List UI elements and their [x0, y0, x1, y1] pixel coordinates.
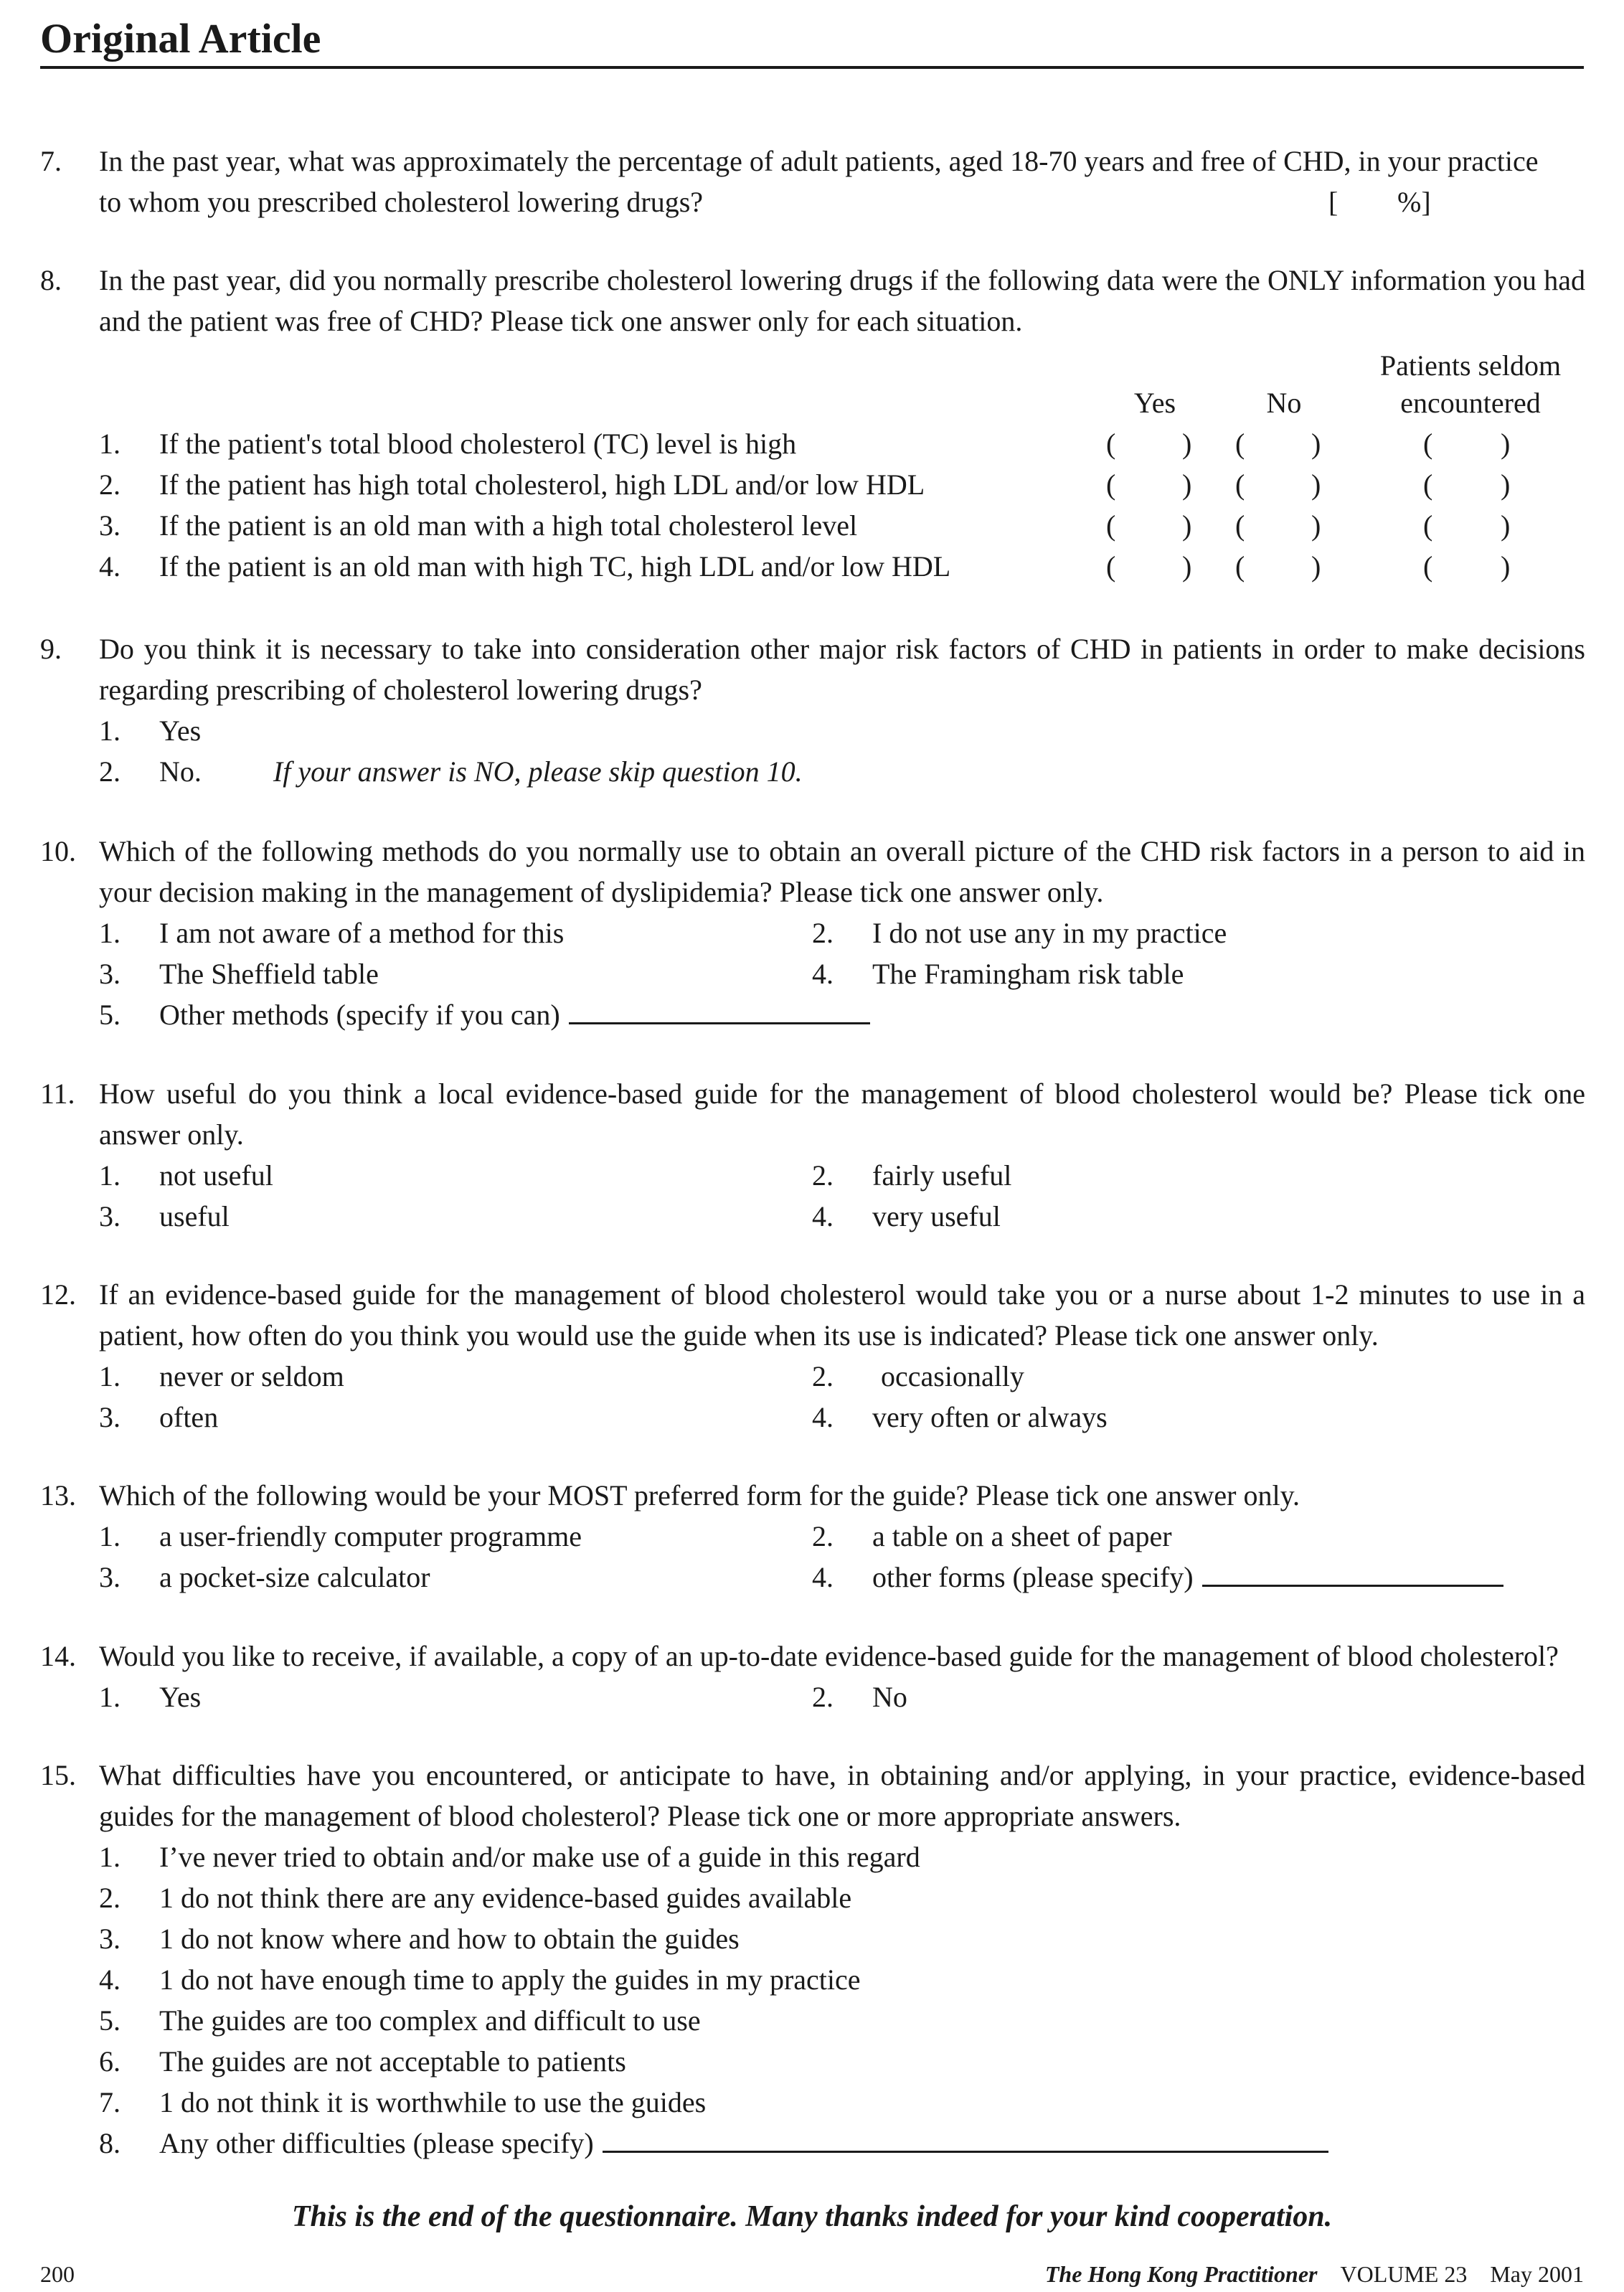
- option-number: 5.: [99, 2004, 121, 2037]
- question-text: [99, 141, 1585, 222]
- answer-no-open-paren[interactable]: (: [1235, 468, 1245, 501]
- percent-bracket-close: %]: [1397, 186, 1431, 218]
- option-number: 6.: [99, 2045, 121, 2078]
- option-number: 4.: [812, 1401, 834, 1433]
- option-number: 4.: [812, 958, 834, 990]
- option-label: The Framingham risk table: [872, 958, 1184, 990]
- option-number: 3.: [99, 958, 121, 990]
- option-label-wrap: [159, 2123, 1328, 2164]
- option-number: 1.: [99, 917, 121, 949]
- option-label: Yes: [159, 1681, 202, 1713]
- option-label: occasionally: [881, 1360, 1024, 1392]
- option-number: 3.: [99, 1561, 121, 1593]
- answer-yes-open-paren[interactable]: (: [1106, 509, 1116, 542]
- option-label-wrap: [159, 2041, 626, 2082]
- answer-no-open-paren[interactable]: (: [1235, 550, 1245, 583]
- answer-yes-open-paren[interactable]: (: [1106, 468, 1116, 501]
- option-number: 3.: [99, 1200, 121, 1232]
- percent-bracket-open: [: [1328, 186, 1339, 218]
- answer-yes-open-paren[interactable]: (: [1106, 428, 1116, 460]
- section-title: Original Article: [40, 15, 321, 62]
- option-number: 2.: [812, 1520, 834, 1552]
- option-label: 1 do not think it is worthwhile to use the guides: [159, 2086, 707, 2118]
- option-label: a table on a sheet of paper: [872, 1520, 1172, 1552]
- option-number: 4.: [812, 1200, 834, 1232]
- answer-seldom-close-paren[interactable]: ): [1501, 550, 1511, 583]
- option-number: 1.: [99, 428, 121, 460]
- journal-footer: [1045, 2258, 1584, 2290]
- answer-no-close-paren[interactable]: ): [1311, 550, 1321, 583]
- option-label: I’ve never tried to obtain and/or make use of a guide in this regard: [159, 1841, 920, 1873]
- answer-seldom-open-paren[interactable]: (: [1423, 509, 1433, 542]
- situation-label: If the patient's total blood cholesterol (TC) level is high: [159, 428, 797, 460]
- option-label: not useful: [159, 1159, 273, 1192]
- option-number: 5.: [99, 999, 121, 1031]
- situation-label: If the patient is an old man with high TC, high LDL and/or low HDL: [159, 550, 951, 583]
- option-number: 2.: [812, 917, 834, 949]
- journal-volume: VOLUME 23: [1340, 2261, 1468, 2287]
- question-number: 8.: [40, 264, 62, 296]
- header-rule: [40, 66, 1584, 69]
- option-label-wrap: [159, 1836, 920, 1877]
- closing-note: This is the end of the questionnaire. Many thanks indeed for your kind cooperation.: [291, 2200, 1333, 2233]
- option-number: 3.: [99, 1401, 121, 1433]
- option-label: other forms (please specify): [872, 1561, 1194, 1593]
- option-number: 3.: [99, 509, 121, 542]
- option-number: 1.: [99, 1520, 121, 1552]
- option-label: very useful: [872, 1200, 1001, 1232]
- option-label: The guides are too complex and difficult to use: [159, 2004, 701, 2037]
- option-number: 1.: [99, 715, 121, 747]
- option-label-wrap: [159, 994, 870, 1035]
- option-label: Yes: [159, 715, 202, 747]
- option-label: I am not aware of a method for this: [159, 917, 565, 949]
- question-text-line-1: In the past year, what was approximately the percentage of adult patients, aged 18-70 years and free of CHD, in your practice: [99, 145, 1539, 177]
- column-header-seldom: [1349, 347, 1592, 422]
- answer-seldom-open-paren[interactable]: (: [1423, 468, 1433, 501]
- question-number: 15.: [40, 1759, 76, 1791]
- option-label: Other methods (specify if you can): [159, 999, 560, 1031]
- question-number: 12.: [40, 1278, 76, 1311]
- question-text: Would you like to receive, if available, a copy of an up-to-date evidence-based guide for the management of blood cholesterol?: [99, 1640, 1559, 1672]
- journal-date: May 2001: [1490, 2261, 1584, 2287]
- option-label-wrap: [159, 1918, 740, 1959]
- question-number: 10.: [40, 835, 76, 867]
- option-label-wrap: [159, 751, 803, 792]
- question-number: 7.: [40, 145, 62, 177]
- question-text: What difficulties have you encountered, or anticipate to have, in obtaining and/or applying, in your practice, evidence-based guides for the management of blood cholesterol? Please tick one or more appropriate answers.: [99, 1759, 1585, 1832]
- option-label-wrap: [872, 1557, 1503, 1598]
- option-label: never or seldom: [159, 1360, 344, 1392]
- answer-no-open-paren[interactable]: (: [1235, 509, 1245, 542]
- column-header-no: No: [1266, 387, 1302, 419]
- specify-input-line[interactable]: [603, 2123, 1328, 2153]
- option-number: 2.: [812, 1360, 834, 1392]
- journal-name: The Hong Kong Practitioner: [1044, 2261, 1318, 2287]
- question-number: 14.: [40, 1640, 76, 1672]
- option-number: 2.: [99, 468, 121, 501]
- option-number: 2.: [99, 755, 121, 788]
- specify-input-line[interactable]: [1202, 1557, 1503, 1587]
- option-label: The Sheffield table: [159, 958, 379, 990]
- option-number: 1.: [99, 1841, 121, 1873]
- option-label: fairly useful: [872, 1159, 1012, 1192]
- answer-no-close-paren[interactable]: ): [1311, 468, 1321, 501]
- answer-seldom-close-paren[interactable]: ): [1501, 428, 1511, 460]
- answer-yes-close-paren[interactable]: ): [1182, 428, 1192, 460]
- question-text: Do you think it is necessary to take into consideration other major risk factors of CHD in patients in order to make decisions regarding prescribing of cholesterol lowering drugs?: [99, 633, 1585, 706]
- answer-no-open-paren[interactable]: (: [1235, 428, 1245, 460]
- answer-seldom-open-paren[interactable]: (: [1423, 550, 1433, 583]
- answer-yes-close-paren[interactable]: ): [1182, 468, 1192, 501]
- option-label: a pocket-size calculator: [159, 1561, 430, 1593]
- question-number: 13.: [40, 1479, 76, 1512]
- option-number: 2.: [99, 1882, 121, 1914]
- situation-label: If the patient is an old man with a high total cholesterol level: [159, 509, 858, 542]
- option-number: 8.: [99, 2127, 121, 2159]
- column-header-seldom-line-1: Patients seldom: [1379, 349, 1562, 382]
- specify-input-line[interactable]: [569, 995, 870, 1024]
- option-number: 2.: [812, 1681, 834, 1713]
- option-label: 1 do not think there are any evidence-based guides available: [159, 1882, 852, 1914]
- answer-seldom-close-paren[interactable]: ): [1501, 468, 1511, 501]
- question-text: Which of the following methods do you normally use to obtain an overall picture of the CHD risk factors in a person to aid in your decision making in the management of dyslipidemia? Please tick one answer only.: [99, 835, 1585, 908]
- option-number: 1.: [99, 1159, 121, 1192]
- option-label: 1 do not know where and how to obtain the guides: [159, 1923, 740, 1955]
- option-number: 4.: [99, 1963, 121, 1996]
- question-text: How useful do you think a local evidence-based guide for the management of blood cholesterol would be? Please tick one answer only.: [99, 1077, 1585, 1151]
- option-label-wrap: [159, 2000, 701, 2041]
- answer-yes-open-paren[interactable]: (: [1106, 550, 1116, 583]
- option-label: No.: [159, 755, 202, 788]
- option-label: useful: [159, 1200, 230, 1232]
- option-label: Any other difficulties (please specify): [159, 2127, 594, 2159]
- option-label: a user-friendly computer programme: [159, 1520, 582, 1552]
- answer-no-close-paren[interactable]: ): [1311, 428, 1321, 460]
- option-number: 2.: [812, 1159, 834, 1192]
- situation-label: If the patient has high total cholesterol, high LDL and/or low HDL: [159, 468, 925, 501]
- question-number: 11.: [40, 1077, 75, 1110]
- question-text: If an evidence-based guide for the management of blood cholesterol would take you or a nurse about 1-2 minutes to use in a patient, how often do you think you would use the guide when its use is indicated? Please tick one answer only.: [99, 1278, 1585, 1352]
- option-number: 3.: [99, 1923, 121, 1955]
- question-text: Which of the following would be your MOST preferred form for the guide? Please tick one answer only.: [99, 1479, 1300, 1512]
- question-number: 9.: [40, 633, 62, 665]
- option-number: 1.: [99, 1681, 121, 1713]
- option-label: No: [872, 1681, 907, 1713]
- option-label-wrap: [159, 1877, 851, 1918]
- option-number: 7.: [99, 2086, 121, 2118]
- option-label: I do not use any in my practice: [872, 917, 1227, 949]
- answer-yes-close-paren[interactable]: ): [1182, 550, 1192, 583]
- answer-seldom-open-paren[interactable]: (: [1423, 428, 1433, 460]
- answer-seldom-close-paren[interactable]: ): [1501, 509, 1511, 542]
- option-number: 1.: [99, 1360, 121, 1392]
- skip-note: If your answer is NO, please skip question 10.: [273, 755, 803, 788]
- option-number: 4.: [812, 1561, 834, 1593]
- page-number: 200: [40, 2261, 75, 2287]
- option-number: 4.: [99, 550, 121, 583]
- question-text: In the past year, did you normally prescribe cholesterol lowering drugs if the following data were the ONLY information you had and the patient was free of CHD? Please tick one answer only for each situation.: [99, 264, 1585, 337]
- option-label-wrap: [159, 2082, 706, 2123]
- option-label: often: [159, 1401, 219, 1433]
- column-header-seldom-line-2: encountered: [1400, 387, 1541, 419]
- option-label-wrap: [159, 1959, 861, 2000]
- option-label: The guides are not acceptable to patients: [159, 2045, 626, 2078]
- option-label: 1 do not have enough time to apply the guides in my practice: [159, 1963, 861, 1996]
- option-label: very often or always: [872, 1401, 1108, 1433]
- column-header-yes: Yes: [1133, 387, 1176, 419]
- question-text-line-2: to whom you prescribed cholesterol lowering drugs?: [99, 186, 704, 218]
- answer-no-close-paren[interactable]: ): [1311, 509, 1321, 542]
- answer-yes-close-paren[interactable]: ): [1182, 509, 1192, 542]
